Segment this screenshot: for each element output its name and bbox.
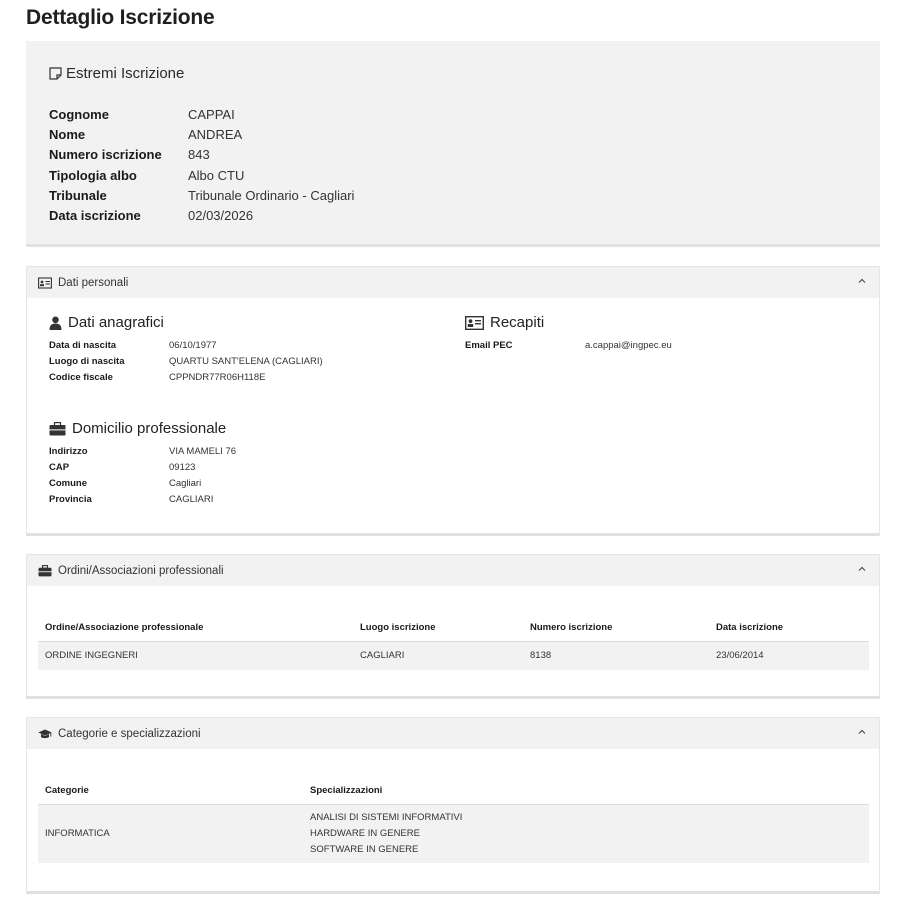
categorie-table bbox=[38, 776, 869, 863]
user-icon bbox=[49, 316, 62, 330]
table-header-row bbox=[38, 613, 869, 642]
id-card-icon bbox=[38, 277, 52, 289]
page-title: Dettaglio Iscrizione bbox=[26, 6, 215, 29]
summary-row bbox=[49, 165, 354, 185]
field-label: Email PEC bbox=[465, 339, 513, 351]
domicilio-list bbox=[49, 443, 236, 507]
chevron-up-icon[interactable] bbox=[857, 276, 867, 286]
briefcase-icon bbox=[49, 422, 66, 436]
field-value: 09123 bbox=[169, 461, 196, 473]
summary-label: Data iscrizione bbox=[49, 208, 141, 224]
summary-value: ANDREA bbox=[188, 126, 243, 142]
column-header: Numero iscrizione bbox=[523, 613, 709, 642]
domicilio-title bbox=[49, 420, 226, 437]
field-label: Comune bbox=[49, 477, 87, 489]
specializzazione-item: HARDWARE IN GENERE bbox=[310, 827, 420, 839]
field-label: Codice fiscale bbox=[49, 371, 113, 383]
table-cell: CAGLIARI bbox=[353, 642, 523, 670]
table-header-row bbox=[38, 776, 869, 805]
categorie-header-label: Categorie e specializzazioni bbox=[58, 727, 201, 740]
email-pec-value: a.cappai@ingpec.eu bbox=[585, 339, 672, 351]
table-cell: 23/06/2014 bbox=[709, 642, 869, 670]
summary-value: 02/03/2026 bbox=[188, 208, 254, 224]
field-value: 06/10/1977 bbox=[169, 339, 217, 351]
field-label: Data di nascita bbox=[49, 339, 117, 351]
column-header: Ordine/Associazione professionale bbox=[38, 613, 353, 642]
ordini-table bbox=[38, 613, 869, 670]
summary-value: Tribunale Ordinario - Cagliari bbox=[188, 187, 355, 203]
column-header: Data iscrizione bbox=[709, 613, 869, 642]
table-row bbox=[38, 642, 869, 670]
summary-list bbox=[49, 104, 354, 226]
chevron-up-icon[interactable] bbox=[857, 564, 867, 574]
personal-header-label: Dati personali bbox=[58, 276, 129, 289]
field-label: Luogo di nascita bbox=[49, 355, 125, 367]
summary-title: Estremi Iscrizione bbox=[66, 65, 185, 82]
anagrafici-row bbox=[49, 369, 323, 385]
domicilio-row bbox=[49, 443, 236, 459]
chevron-up-icon[interactable] bbox=[857, 727, 867, 737]
column-header: Categorie bbox=[38, 776, 303, 805]
recapiti-list bbox=[465, 337, 672, 353]
anagrafici-title bbox=[49, 314, 164, 331]
field-label: Provincia bbox=[49, 493, 92, 505]
summary-label: Cognome bbox=[49, 106, 109, 122]
field-label: Indirizzo bbox=[49, 445, 88, 457]
summary-label: Tribunale bbox=[49, 187, 107, 203]
field-label: CAP bbox=[49, 461, 70, 473]
briefcase-icon bbox=[38, 565, 52, 577]
anagrafici-row bbox=[49, 337, 323, 353]
recapiti-row bbox=[465, 337, 672, 353]
personal-header[interactable] bbox=[27, 267, 879, 298]
ordini-header-label: Ordini/Associazioni professionali bbox=[58, 564, 224, 577]
column-header: Luogo iscrizione bbox=[353, 613, 523, 642]
summary-label: Tipologia albo bbox=[49, 167, 137, 183]
ordini-header[interactable] bbox=[27, 555, 879, 586]
summary-row bbox=[49, 205, 354, 225]
field-value: QUARTU SANT'ELENA (CAGLIARI) bbox=[169, 355, 323, 367]
categorie-card bbox=[26, 717, 880, 894]
table-cell: INFORMATICA bbox=[38, 805, 303, 863]
specializzazione-item: SOFTWARE IN GENERE bbox=[310, 843, 419, 855]
ordini-card bbox=[26, 554, 880, 699]
personal-card bbox=[26, 266, 880, 536]
field-value: VIA MAMELI 76 bbox=[169, 445, 237, 457]
summary-header bbox=[49, 65, 184, 82]
graduation-cap-icon bbox=[38, 728, 52, 740]
summary-row bbox=[49, 104, 354, 124]
table-row bbox=[38, 805, 869, 863]
anagrafici-list bbox=[49, 337, 323, 385]
summary-value: 843 bbox=[188, 147, 210, 163]
domicilio-title-label: Domicilio professionale bbox=[72, 420, 227, 437]
table-cell: 8138 bbox=[523, 642, 709, 670]
summary-value: CAPPAI bbox=[188, 106, 235, 122]
field-value: Cagliari bbox=[169, 477, 202, 489]
id-card-icon bbox=[465, 316, 484, 330]
recapiti-title bbox=[465, 314, 544, 331]
summary-value: Albo CTU bbox=[188, 167, 245, 183]
summary-row bbox=[49, 185, 354, 205]
table-cell bbox=[303, 805, 869, 863]
summary-row bbox=[49, 124, 354, 144]
categorie-header[interactable] bbox=[27, 718, 879, 749]
anagrafici-title-label: Dati anagrafici bbox=[68, 314, 164, 331]
domicilio-row bbox=[49, 475, 236, 491]
field-value: CAGLIARI bbox=[169, 493, 214, 505]
summary-card bbox=[26, 41, 880, 247]
field-value: CPPNDR77R06H118E bbox=[169, 371, 266, 383]
column-header: Specializzazioni bbox=[303, 776, 869, 805]
anagrafici-row bbox=[49, 353, 323, 369]
summary-row bbox=[49, 145, 354, 165]
note-icon bbox=[49, 67, 62, 80]
table-cell: ORDINE INGEGNERI bbox=[38, 642, 353, 670]
summary-label: Nome bbox=[49, 126, 86, 142]
summary-label: Numero iscrizione bbox=[49, 147, 162, 163]
recapiti-title-label: Recapiti bbox=[490, 314, 545, 331]
domicilio-row bbox=[49, 459, 236, 475]
domicilio-row bbox=[49, 491, 236, 507]
specializzazione-item: ANALISI DI SISTEMI INFORMATIVI bbox=[310, 811, 463, 823]
